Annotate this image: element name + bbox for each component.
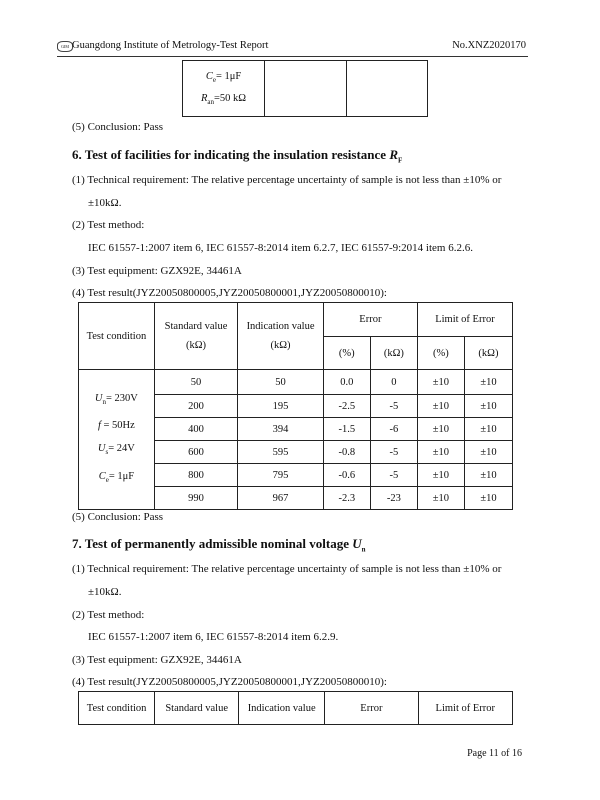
table-cell: ±10 xyxy=(464,370,512,395)
section-7-heading: 7. Test of permanently admissible nominal voltage $U_n$ xyxy=(72,536,366,554)
table-cell: 0.0 xyxy=(323,370,370,395)
section-6-heading: 6. Test of facilities for indicating the insulation resistance $R_F$ xyxy=(72,147,403,165)
table-header-limit-of-error: Limit of Error xyxy=(417,303,512,337)
table-cell: ±10 xyxy=(464,464,512,487)
table7-header-error: Error xyxy=(325,692,418,725)
continuation-cell-empty xyxy=(265,61,346,117)
table-cell: ±10 xyxy=(417,464,464,487)
table-cell: 967 xyxy=(238,487,324,510)
page-header xyxy=(57,40,528,57)
table-cell: -6 xyxy=(370,418,417,441)
table7-header-indication-value: Indication value xyxy=(239,692,325,725)
section-7-result: (4) Test result(JYZ20050800005,JYZ20050800001,JYZ20050800010): xyxy=(72,676,387,688)
table-test-condition-cell: $U_n= 230V$ f = 50Hz $U_s= 24V$ $C_e= 1\mu F$ xyxy=(79,370,155,510)
table-header-limit-kohm: (kΩ) xyxy=(464,337,512,370)
table-cell: 600 xyxy=(154,441,237,464)
table-cell: 50 xyxy=(238,370,324,395)
table-header-error-kohm: (kΩ) xyxy=(370,337,417,370)
table-cell: 800 xyxy=(154,464,237,487)
table-header-limit-pct: (%) xyxy=(417,337,464,370)
table-cell: 595 xyxy=(238,441,324,464)
section-6-method-text: IEC 61557-1:2007 item 6, IEC 61557-8:2014 item 6.2.7, IEC 61557-9:2014 item 6.2.6. xyxy=(88,242,473,254)
section-7-requirement-cont: ±10kΩ. xyxy=(88,586,122,598)
continuation-cell-empty xyxy=(346,61,428,117)
table-header-error: Error xyxy=(323,303,417,337)
section-7-method-label: (2) Test method: xyxy=(72,609,145,621)
section-6-requirement: (1) Technical requirement: The relative percentage uncertainty of sample is not less than ±10% or xyxy=(72,174,502,186)
table-cell: -5 xyxy=(370,464,417,487)
table-cell: ±10 xyxy=(464,441,512,464)
continuation-table xyxy=(182,60,428,117)
table-header-indication-value: Indication value (kΩ) xyxy=(238,303,324,370)
table7-header-standard-value: Standard value xyxy=(155,692,239,725)
nominal-voltage-table xyxy=(78,691,513,725)
table-cell: 394 xyxy=(238,418,324,441)
table-header-standard-value: Standard value (kΩ) xyxy=(154,303,237,370)
table-cell: -0.8 xyxy=(323,441,370,464)
section-7-requirement: (1) Technical requirement: The relative percentage uncertainty of sample is not less than ±10% or xyxy=(72,563,502,575)
table-cell: -2.5 xyxy=(323,395,370,418)
table-cell: 990 xyxy=(154,487,237,510)
conclusion-5-section-6: (5) Conclusion: Pass xyxy=(72,511,164,523)
table-cell: ±10 xyxy=(417,441,464,464)
table-cell: ±10 xyxy=(417,395,464,418)
section-6-equipment: (3) Test equipment: GZX92E, 34461A xyxy=(72,265,242,277)
table-cell: ±10 xyxy=(464,418,512,441)
header-report-number: No.XNZ2020170 xyxy=(452,40,526,51)
table7-header-limit-of-error: Limit of Error xyxy=(418,692,512,725)
continuation-cell-condition: $C_e= 1\mu F$ $R_{an}=50$ kΩ xyxy=(183,61,265,117)
table-cell: 795 xyxy=(238,464,324,487)
table-cell: 50 xyxy=(154,370,237,395)
table-cell: ±10 xyxy=(464,395,512,418)
table-cell: -5 xyxy=(370,395,417,418)
section-6-result: (4) Test result(JYZ20050800005,JYZ20050800001,JYZ20050800010): xyxy=(72,287,387,299)
table-header-test-condition: Test condition xyxy=(79,303,155,370)
table-cell: -5 xyxy=(370,441,417,464)
table-cell: -0.6 xyxy=(323,464,370,487)
section-6-method-label: (2) Test method: xyxy=(72,219,145,231)
table7-header-test-condition: Test condition xyxy=(79,692,155,725)
institute-logo: GIM xyxy=(57,41,73,52)
table-cell: 200 xyxy=(154,395,237,418)
table-header-error-pct: (%) xyxy=(323,337,370,370)
conclusion-5: (5) Conclusion: Pass xyxy=(72,121,164,133)
section-7-method-text: IEC 61557-1:2007 item 6, IEC 61557-8:2014 item 6.2.9. xyxy=(88,631,339,643)
page-number: Page 11 of 16 xyxy=(467,748,522,759)
header-institute-name: Guangdong Institute of Metrology-Test Report xyxy=(72,40,269,51)
table-cell: -23 xyxy=(370,487,417,510)
section-6-requirement-cont: ±10kΩ. xyxy=(88,197,122,209)
table-cell: ±10 xyxy=(417,370,464,395)
table-cell: 0 xyxy=(370,370,417,395)
table-cell: -1.5 xyxy=(323,418,370,441)
table-cell: ±10 xyxy=(417,418,464,441)
table-cell: -2.3 xyxy=(323,487,370,510)
table-cell: ±10 xyxy=(417,487,464,510)
insulation-resistance-table xyxy=(78,302,513,510)
table-cell: ±10 xyxy=(464,487,512,510)
table-cell: 400 xyxy=(154,418,237,441)
section-7-equipment: (3) Test equipment: GZX92E, 34461A xyxy=(72,654,242,666)
table-cell: 195 xyxy=(238,395,324,418)
